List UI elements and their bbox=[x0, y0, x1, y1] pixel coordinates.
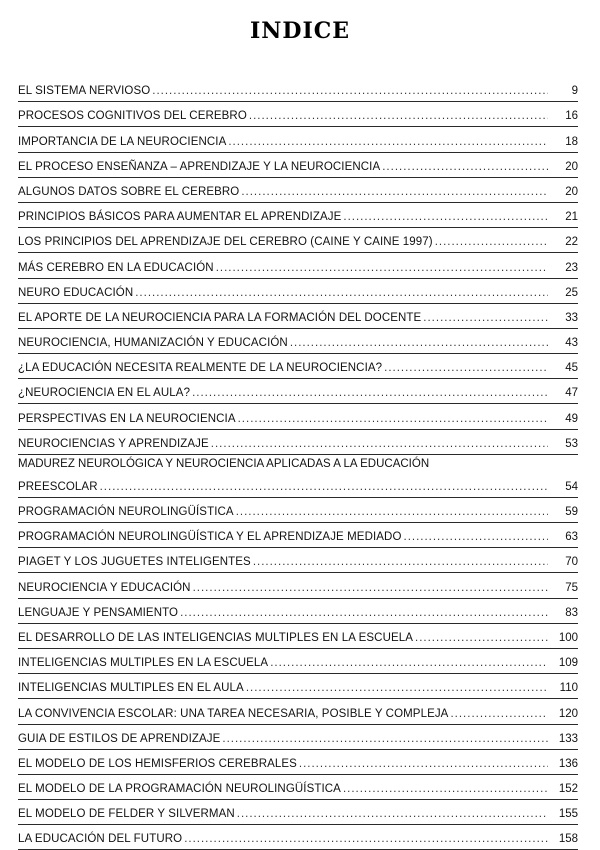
toc-entry-page-number: 110 bbox=[559, 682, 578, 695]
page-title: INDICE bbox=[249, 18, 351, 44]
toc-entry bbox=[18, 775, 578, 800]
toc-entry bbox=[18, 379, 578, 404]
dot-leader bbox=[343, 211, 548, 224]
toc-entry bbox=[18, 102, 578, 127]
toc-entry-line bbox=[18, 556, 578, 569]
toc-entry-page-number: 43 bbox=[565, 337, 578, 350]
dot-leader bbox=[192, 387, 548, 400]
dot-leader bbox=[343, 783, 548, 796]
dot-leader bbox=[237, 808, 548, 821]
toc-entry-label: PRINCIPIOS BÁSICOS PARA AUMENTAR EL APRENDIZAJE bbox=[18, 211, 342, 224]
dot-leader bbox=[180, 607, 548, 620]
toc-entry-page-number: 49 bbox=[565, 412, 578, 425]
toc-entry-page-number: 136 bbox=[558, 757, 578, 770]
toc-entry-label: NEUROCIENCIAS Y APRENDIZAJE bbox=[18, 437, 209, 450]
dot-leader bbox=[228, 136, 548, 149]
toc-entry-line bbox=[18, 85, 578, 98]
toc-entry-page-number: 21 bbox=[565, 211, 578, 224]
toc-entry-page-number: 152 bbox=[558, 783, 578, 796]
toc-entry-line bbox=[18, 808, 578, 821]
toc-entry-line bbox=[18, 362, 578, 375]
toc-entry bbox=[18, 800, 578, 825]
toc-entry-label: GUIA DE ESTILOS DE APRENDIZAJE bbox=[18, 732, 221, 745]
toc-entry-line bbox=[18, 413, 578, 426]
toc-entry bbox=[18, 329, 578, 354]
dot-leader bbox=[246, 682, 548, 695]
toc-entry-page-number: 20 bbox=[565, 160, 578, 173]
toc-entry-label: INTELIGENCIAS MULTIPLES EN EL AULA bbox=[18, 682, 244, 695]
dot-leader bbox=[152, 85, 548, 98]
toc-entry bbox=[18, 523, 578, 548]
toc-entry-page-number: 47 bbox=[565, 387, 578, 400]
toc-entry-label: EL MODELO DE FELDER Y SILVERMAN bbox=[18, 808, 235, 821]
toc-entry-line bbox=[18, 783, 578, 796]
toc-entry-label: EL PROCESO ENSEÑANZA – APRENDIZAJE Y LA NEUROCIENCIA bbox=[18, 160, 381, 173]
toc-entry-page-number: 59 bbox=[565, 506, 578, 518]
toc-entry-label: PREESCOLAR bbox=[18, 480, 98, 493]
toc-entry-label: INTELIGENCIAS MULTIPLES EN LA ESCUELA bbox=[18, 657, 269, 670]
toc-entry-page-number: 20 bbox=[565, 185, 578, 198]
toc-entry-label: PROGRAMACIÓN NEUROLINGÜÍSTICA bbox=[18, 506, 234, 518]
dot-leader bbox=[249, 110, 548, 123]
dot-leader bbox=[415, 632, 548, 645]
dot-leader bbox=[241, 186, 548, 199]
toc-entry bbox=[18, 455, 578, 498]
toc-entry-page-number: 22 bbox=[565, 236, 578, 249]
toc-entry-label: NEUROCIENCIA Y EDUCACIÓN bbox=[18, 581, 191, 594]
toc-entry-line bbox=[18, 262, 578, 275]
toc-entry-label: ¿NEUROCIENCIA EN EL AULA? bbox=[18, 387, 191, 400]
toc-entry-page-number: 9 bbox=[571, 85, 578, 98]
dot-leader bbox=[193, 582, 548, 595]
toc-entry bbox=[18, 649, 578, 674]
toc-entry-label-line1: MADUREZ NEUROLÓGICA Y NEUROCIENCIA APLICADAS A LA EDUCACIÓN bbox=[18, 457, 430, 470]
toc-entry-label: EL MODELO DE LOS HEMISFERIOS CEREBRALES bbox=[18, 757, 297, 770]
toc-entry-label: IMPORTANCIA DE LA NEUROCIENCIA bbox=[18, 135, 227, 148]
toc-entry-line bbox=[18, 506, 578, 519]
toc-entry-page-number: 120 bbox=[558, 707, 578, 720]
toc-entry bbox=[18, 674, 578, 699]
toc-entry bbox=[18, 430, 578, 455]
dot-leader bbox=[270, 657, 548, 670]
toc-entry-line bbox=[18, 632, 578, 645]
toc-entry-label: PIAGET Y LOS JUGUETES INTELIGENTES bbox=[18, 556, 251, 569]
toc-entry-label: ¿LA EDUCACIÓN NECESITA REALMENTE DE LA NEUROCIENCIA? bbox=[18, 362, 383, 375]
toc-entry-label: EL MODELO DE LA PROGRAMACIÓN NEUROLINGÜÍSTICA bbox=[18, 783, 341, 796]
dot-leader bbox=[100, 481, 548, 494]
toc-entry bbox=[18, 599, 578, 624]
toc-entry-line bbox=[18, 481, 578, 494]
toc-entry bbox=[18, 354, 578, 379]
toc-entry-page-number: 158 bbox=[558, 833, 578, 846]
dot-leader bbox=[135, 287, 548, 300]
toc-entry bbox=[18, 153, 578, 178]
toc-entry-page-number: 45 bbox=[565, 362, 578, 375]
toc-entry-page-number: 33 bbox=[565, 311, 578, 324]
dot-leader bbox=[290, 337, 548, 350]
toc-entry-line bbox=[18, 387, 578, 400]
dot-leader bbox=[211, 438, 548, 451]
dot-leader bbox=[236, 506, 548, 519]
toc-entry-line bbox=[18, 136, 578, 149]
toc-entry-label: EL APORTE DE LA NEUROCIENCIA PARA LA FORMACIÓN DEL DOCENTE bbox=[18, 311, 422, 324]
toc-entry-line bbox=[18, 607, 578, 620]
toc-entry-label: EL DESARROLLO DE LAS INTELIGENCIAS MULTIPLES EN LA ESCUELA bbox=[18, 631, 414, 644]
toc-entry-page-number: 83 bbox=[565, 606, 578, 619]
dot-leader bbox=[299, 758, 548, 771]
toc-entry-line bbox=[18, 236, 578, 249]
toc-entry-label: PROCESOS COGNITIVOS DEL CEREBRO bbox=[18, 110, 247, 123]
toc-entry-line bbox=[18, 287, 578, 300]
toc-entry bbox=[18, 228, 578, 253]
toc-entry bbox=[18, 77, 578, 102]
dot-leader bbox=[423, 312, 548, 325]
toc-entry bbox=[18, 304, 578, 329]
dot-leader bbox=[184, 833, 548, 846]
toc-entry-line bbox=[18, 186, 578, 199]
toc-entry bbox=[18, 624, 578, 649]
toc-entry-line bbox=[18, 211, 578, 224]
toc-entry-line bbox=[18, 582, 578, 595]
toc-entry-label: LENGUAJE Y PENSAMIENTO bbox=[18, 606, 179, 619]
toc-entry-label: PERSPECTIVAS EN LA NEUROCIENCIA bbox=[18, 412, 236, 425]
toc-entry-line bbox=[18, 708, 578, 721]
toc-entry-line bbox=[18, 833, 578, 846]
toc-entry-label: NEURO EDUCACIÓN bbox=[18, 286, 134, 299]
toc-entry-page-number: 63 bbox=[565, 531, 578, 544]
toc-entry-page-number: 23 bbox=[565, 261, 578, 274]
toc-entry bbox=[18, 699, 578, 724]
toc-entry-page-number: 53 bbox=[565, 437, 578, 450]
dot-leader bbox=[384, 362, 548, 375]
toc-entry-line bbox=[18, 682, 578, 695]
toc-entry-line bbox=[18, 758, 578, 771]
toc-entry-page-number: 70 bbox=[565, 556, 578, 569]
toc-entry-line bbox=[18, 531, 578, 544]
dot-leader bbox=[253, 556, 548, 569]
toc-entry-page-number: 54 bbox=[565, 480, 578, 493]
toc-entry-page-number: 100 bbox=[558, 631, 578, 644]
table-of-contents bbox=[18, 77, 578, 850]
toc-entry-line bbox=[18, 110, 578, 123]
dot-leader bbox=[435, 236, 548, 249]
toc-entry bbox=[18, 279, 578, 304]
toc-entry bbox=[18, 573, 578, 598]
toc-entry-label: EL SISTEMA NERVIOSO bbox=[18, 85, 151, 98]
toc-entry-label: LOS PRINCIPIOS DEL APRENDIZAJE DEL CEREBRO (CAINE Y CAINE 1997) bbox=[18, 236, 433, 249]
toc-entry-page-number: 18 bbox=[565, 135, 578, 148]
toc-entry-line bbox=[18, 337, 578, 350]
toc-entry bbox=[18, 750, 578, 775]
toc-entry bbox=[18, 725, 578, 750]
toc-entry-page-number: 109 bbox=[558, 657, 578, 670]
toc-entry-label: LA CONVIVENCIA ESCOLAR: UNA TAREA NECESARIA, POSIBLE Y COMPLEJA bbox=[18, 707, 449, 720]
dot-leader bbox=[450, 708, 548, 721]
toc-entry-page-number: 155 bbox=[558, 808, 578, 821]
toc-entry bbox=[18, 178, 578, 203]
toc-entry-page-number: 25 bbox=[565, 286, 578, 299]
toc-entry-page-number: 75 bbox=[565, 581, 578, 594]
toc-entry-label: MÁS CEREBRO EN LA EDUCACIÓN bbox=[18, 261, 214, 274]
toc-entry bbox=[18, 548, 578, 573]
toc-entry-line bbox=[18, 161, 578, 174]
toc-entry bbox=[18, 127, 578, 152]
toc-entry-label: PROGRAMACIÓN NEUROLINGÜÍSTICA Y EL APRENDIZAJE MEDIADO bbox=[18, 531, 402, 544]
dot-leader bbox=[222, 733, 548, 746]
toc-entry-label: ALGUNOS DATOS SOBRE EL CEREBRO bbox=[18, 185, 240, 198]
dot-leader bbox=[238, 413, 548, 426]
toc-entry bbox=[18, 253, 578, 278]
toc-entry bbox=[18, 404, 578, 429]
toc-entry-page-number: 16 bbox=[565, 110, 578, 123]
toc-entry bbox=[18, 498, 578, 523]
dot-leader bbox=[404, 531, 549, 544]
toc-entry-line bbox=[18, 733, 578, 746]
toc-entry-page-number: 133 bbox=[558, 732, 578, 745]
toc-entry-line bbox=[18, 312, 578, 325]
toc-entry-line bbox=[18, 438, 578, 451]
toc-entry bbox=[18, 825, 578, 850]
toc-entry-label: LA EDUCACIÓN DEL FUTURO bbox=[18, 833, 183, 846]
toc-entry bbox=[18, 203, 578, 228]
dot-leader bbox=[382, 161, 548, 174]
toc-entry-label: NEUROCIENCIA, HUMANIZACIÓN Y EDUCACIÓN bbox=[18, 337, 288, 350]
toc-entry-line bbox=[18, 657, 578, 670]
dot-leader bbox=[216, 262, 548, 275]
